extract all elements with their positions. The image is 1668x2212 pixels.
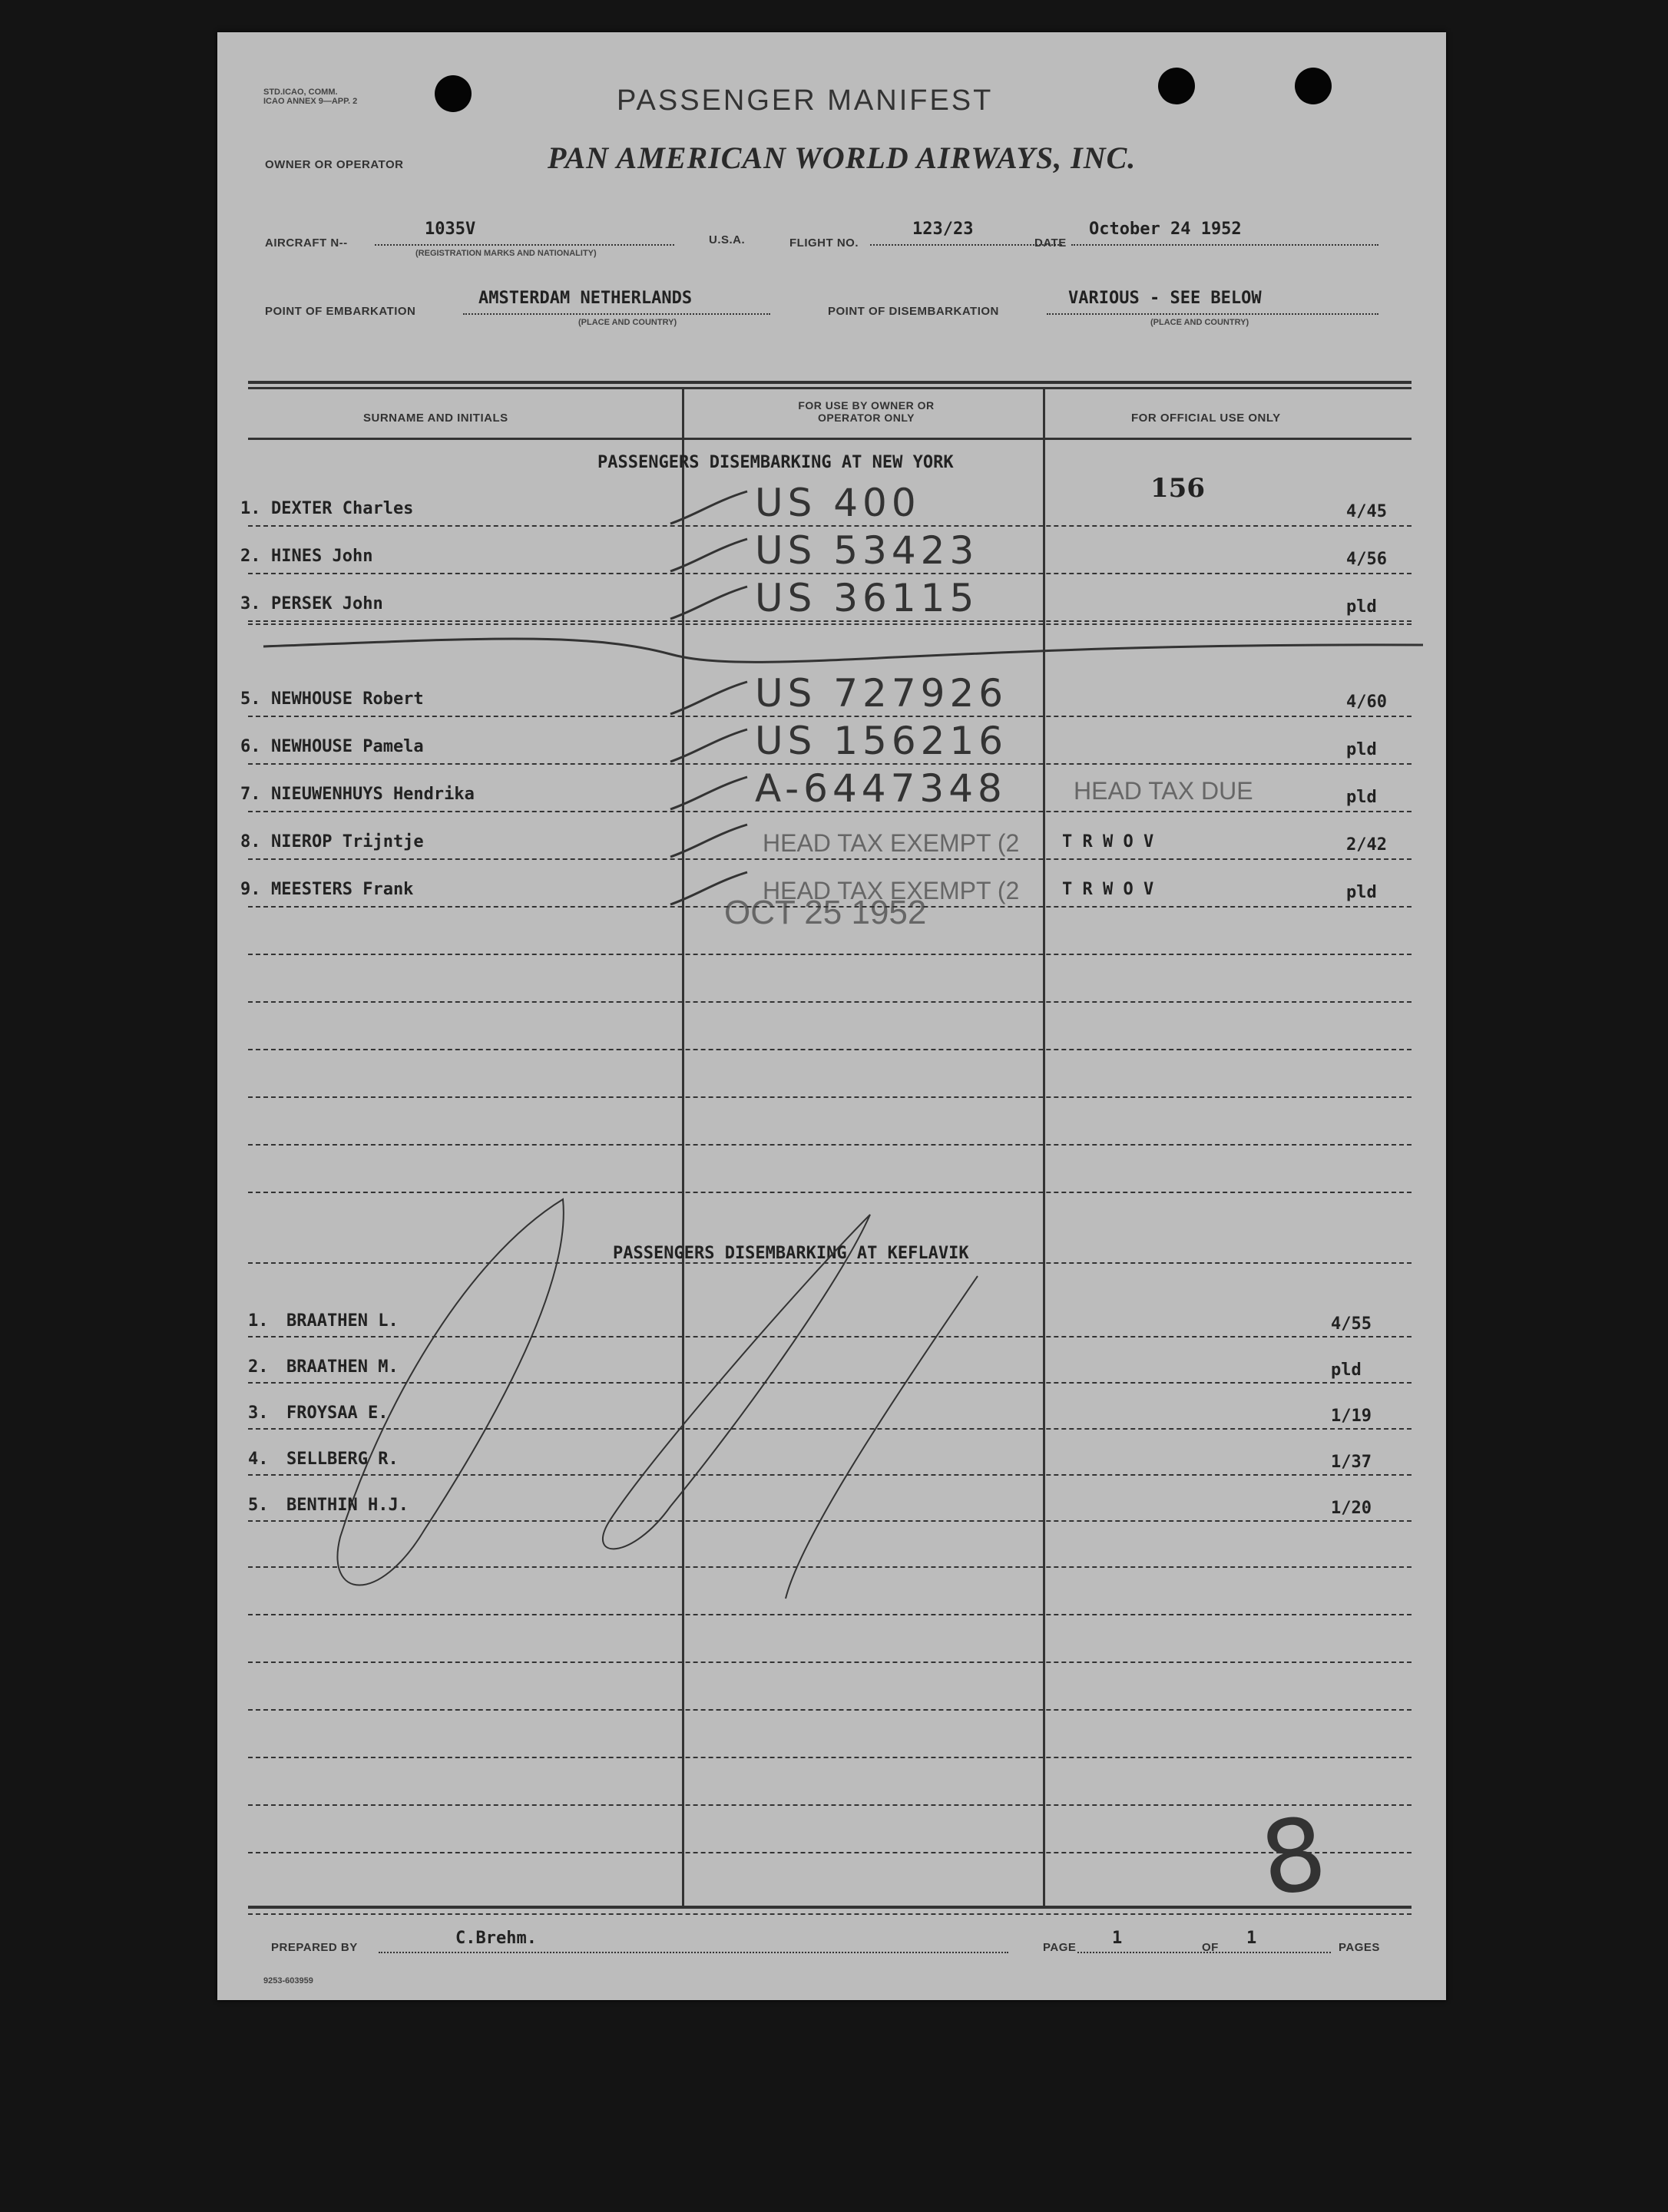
owner-entry: US 727926 [755,671,1008,716]
row-number: 9. [240,880,261,899]
row-rule [248,1192,1412,1193]
count-note: 156 [1150,473,1205,504]
checkmark-stroke [663,485,755,531]
disembarkation-sublabel: (PLACE AND COUNTRY) [1150,318,1249,327]
row-rule [248,1614,1412,1615]
passenger-name: HINES John [271,547,373,566]
row-rule [248,1804,1412,1806]
disembarkation-value: VARIOUS - SEE BELOW [1068,289,1262,308]
aircraft-value: 1035V [425,220,476,239]
company-name: PAN AMERICAN WORLD AIRWAYS, INC. [548,141,1137,175]
row-rule [248,716,1412,717]
embarkation-value: AMSTERDAM NETHERLANDS [478,289,693,308]
passenger-name: DEXTER Charles [271,499,414,518]
row-rule [248,811,1412,812]
official-entry: HEAD TAX DUE [1074,777,1253,805]
official-code: 1/20 [1331,1499,1372,1518]
row-rule [248,1336,1412,1337]
owner-entry: US 53423 [755,528,979,573]
official-code: 4/60 [1346,693,1387,712]
checkmark-stroke [663,533,755,579]
row-rule [248,1661,1412,1663]
owner-label: OWNER OR OPERATOR [265,158,404,171]
owner-entry: HEAD TAX EXEMPT (2 [763,877,1020,904]
checkmark-stroke [663,866,755,912]
punch-hole [1158,68,1195,104]
pages-label: PAGES [1339,1941,1380,1954]
page-value: 1 [1112,1929,1123,1948]
row-rule [248,1428,1412,1430]
page-label: PAGE [1043,1941,1077,1954]
official-code: pld [1331,1361,1362,1380]
checkmark-stroke [663,771,755,817]
manifest-sheet [217,32,1446,2000]
official-code: pld [1346,788,1377,807]
official-code: 4/45 [1346,502,1387,521]
row-number: 7. [240,785,261,804]
row-rule [248,1144,1412,1146]
flight-label: FLIGHT NO. [789,236,859,250]
flight-value: 123/23 [912,220,974,239]
row-rule [248,1096,1412,1098]
passenger-name: NIEROP Trijntje [271,832,424,851]
official-code: pld [1346,597,1377,617]
passenger-name: MEESTERS Frank [271,880,414,899]
official-code: 4/55 [1331,1314,1372,1334]
row-number: 6. [240,737,261,756]
official-code: 1/19 [1331,1407,1372,1426]
row-number: 8. [240,832,261,851]
row-rule [248,1049,1412,1050]
row-rule [248,1474,1412,1476]
passenger-name: NEWHOUSE Pamela [271,737,424,756]
official-entry: T R W O V [1062,880,1154,899]
owner-entry: HEAD TAX EXEMPT (2 [763,829,1020,857]
row-rule [248,858,1412,860]
row-rule [248,906,1412,908]
row-rule [248,1262,1412,1264]
row-number: 1. [240,499,261,518]
row-number: 2. [248,1357,269,1377]
row-number: 5. [240,689,261,709]
row-number: 1. [248,1311,269,1331]
form-number: 9253-603959 [263,1976,313,1986]
form-id: STD.ICAO, COMM. ICAO ANNEX 9—APP. 2 [263,88,358,106]
checkmark-stroke [663,818,755,865]
date-value: October 24 1952 [1089,220,1242,239]
checkmark-stroke [663,723,755,769]
passenger-name: BENTHIN H.J. [286,1496,409,1515]
embarkation-label: POINT OF EMBARKATION [265,305,416,318]
row-rule [248,623,1412,625]
official-entry: T R W O V [1062,832,1154,851]
row-rule [248,954,1412,955]
row-rule [248,763,1412,765]
row-number: 2. [240,547,261,566]
row-number: 5. [248,1496,269,1515]
row-number: 3. [240,594,261,613]
official-code: 2/42 [1346,835,1387,855]
row-rule [248,1382,1412,1384]
passenger-name: NEWHOUSE Robert [271,689,424,709]
row-rule [248,620,1412,622]
prepared-by-label: PREPARED BY [271,1941,358,1954]
row-rule [248,573,1412,574]
official-code: 1/37 [1331,1453,1372,1472]
row-rule [248,1709,1412,1711]
prepared-by-value: C.Brehm. [455,1929,537,1948]
row-rule [248,1757,1412,1758]
date-stamp: OCT 25 1952 [724,894,927,931]
row-rule [248,1852,1412,1853]
page-title: PASSENGER MANIFEST [617,84,994,117]
official-code: pld [1346,740,1377,759]
row-rule [248,1001,1412,1003]
passenger-name: SELLBERG R. [286,1450,399,1469]
passenger-name: BRAATHEN L. [286,1311,399,1331]
aircraft-label: AIRCRAFT N-- [265,236,348,250]
column-header-official-use: FOR OFFICIAL USE ONLY [1131,412,1281,425]
row-rule [248,525,1412,527]
owner-entry: US 156216 [755,719,1008,763]
passenger-name: BRAATHEN M. [286,1357,399,1377]
checkmark-stroke [663,676,755,722]
checkmark-stroke [663,580,755,627]
strikethrough-line [240,623,1438,670]
row-number: 3. [248,1404,269,1423]
handwritten-cancel-marks [309,1169,1308,1645]
official-code: pld [1346,883,1377,902]
of-value: 1 [1246,1929,1257,1948]
section-heading-new-york: PASSENGERS DISEMBARKING AT NEW YORK [597,453,954,472]
embarkation-sublabel: (PLACE AND COUNTRY) [578,318,677,327]
column-header-owner-use: FOR USE BY OWNER OR OPERATOR ONLY [798,399,935,424]
row-number: 4. [248,1450,269,1469]
date-label: DATE [1034,236,1067,250]
column-header-surname: SURNAME AND INITIALS [363,412,508,425]
passenger-name: PERSEK John [271,594,383,613]
passenger-name: NIEUWENHUYS Hendrika [271,785,475,804]
row-rule [248,1566,1412,1568]
owner-entry: US 400 [755,481,921,525]
punch-hole [435,75,472,112]
disembarkation-label: POINT OF DISEMBARKATION [828,305,999,318]
punch-hole [1295,68,1332,104]
aircraft-sublabel: (REGISTRATION MARKS AND NATIONALITY) [415,249,597,258]
official-code: 4/56 [1346,550,1387,569]
usa-label: U.S.A. [709,233,746,246]
of-label: OF [1202,1941,1219,1954]
row-rule [248,1520,1412,1522]
section-heading-keflavik: PASSENGERS DISEMBARKING AT KEFLAVIK [613,1244,969,1263]
passenger-name: FROYSAA E. [286,1404,389,1423]
handwritten-mark: 8 [1253,1794,1333,1919]
owner-entry: A-6447348 [755,766,1007,811]
owner-entry: US 36115 [755,576,979,620]
